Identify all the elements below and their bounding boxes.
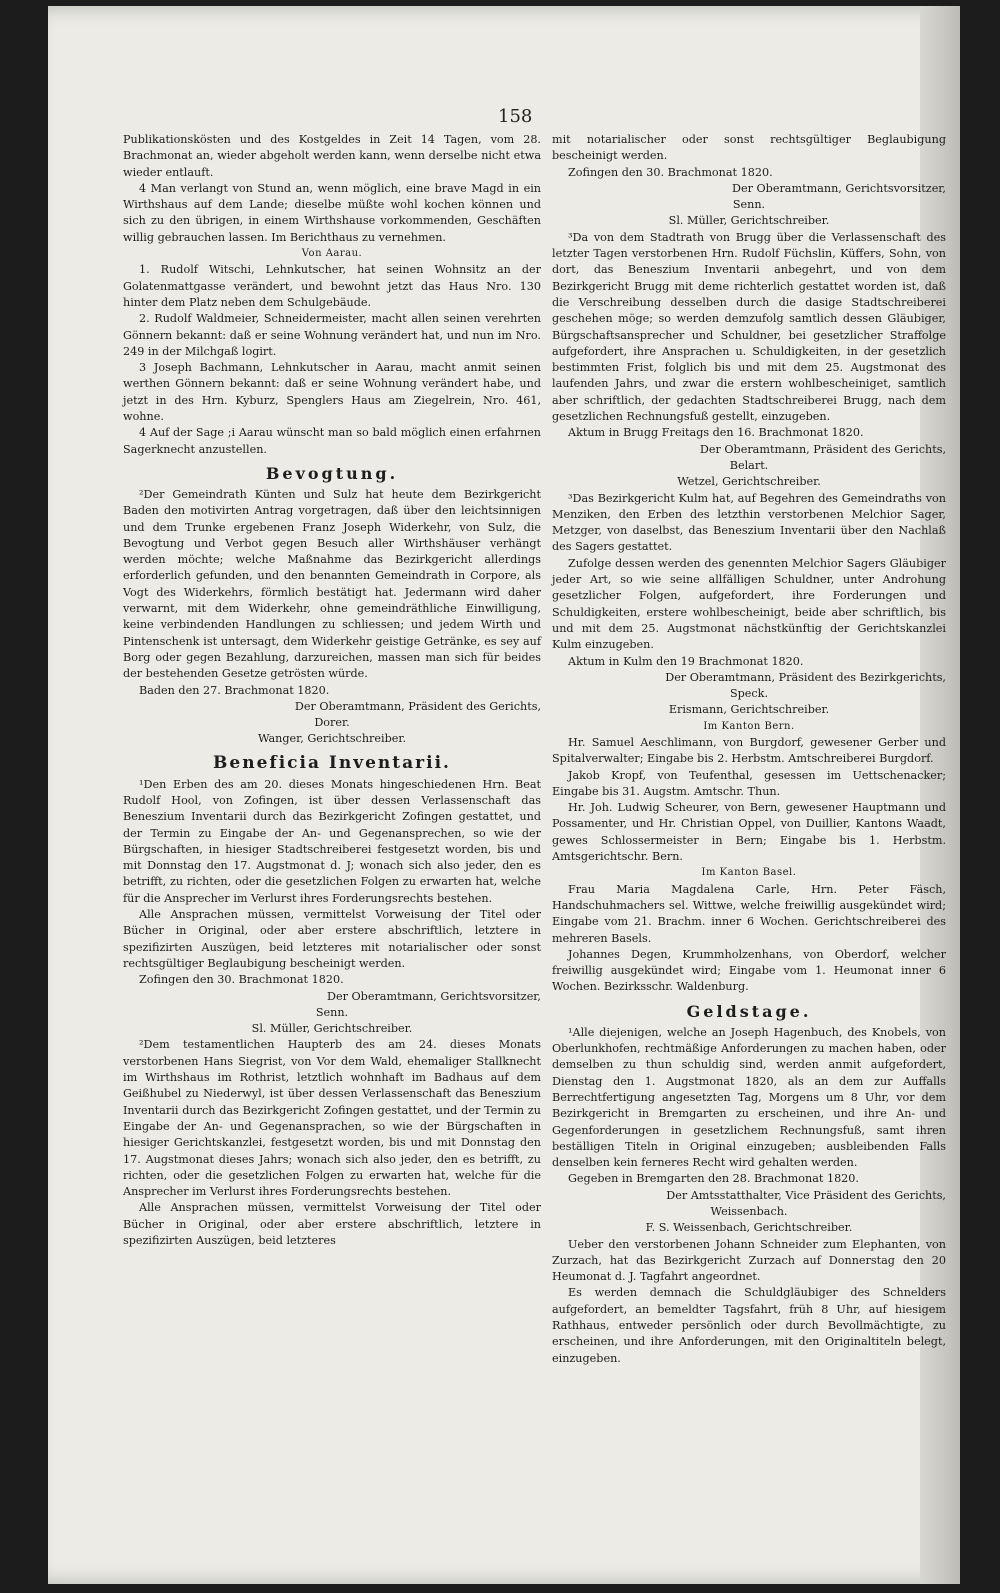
signature-line: Der Oberamtmann, Präsident des Gerichts, xyxy=(699,442,946,456)
paragraph: Zufolge dessen werden des genennten Melchior Sagers Gläubiger jeder Art, so wie seine allfälligen Schuldner, unter Androhung gesetzlicher Folgen, aufgefordert, ihre Forderungen und Schuldigkeiten, erstere wohlbescheinigt, beide aber schriftlich, bis und mit dem 25. Augstmonat nächstkünftig der Gerichtskanzlei Kulm einzugeben. xyxy=(552,556,946,652)
paragraph: ³Da von dem Stadtrath von Brugg über die Verlassenschaft des letzter Tagen verstorbenen Hrn. Rudolf Füchslin, Küffers, Sohn, von dort, das Beneszium Inventarii anbegehrt, und von dem Bezirkgericht Brugg mit deme richterlich gestattet worden ist, daß die Verschreibung desselben durch die dasige Stadtschreiberei geschehen möge; so werden demzufolg samtlich dessen Gläubiger, Bürgschaftsansprecher und Schuldner, bei gesetzlicher Straffolge aufgefordert, ihre Ansprachen u. Schuldigkeiten, in der gesetzlich bestimmten Frist, folglich bis und mit dem 25. Augstmonat des laufenden Jahrs, und zwar die erstern wohlbescheiniget, samtlich aber schriftlich, der gedachten Stadtschreiberei Brugg, nach dem gesetzlichen Rechnungsfuß gestellt, einzugeben. xyxy=(552,230,946,424)
paragraph: Hr. Samuel Aeschlimann, von Burgdorf, gewesener Gerber und Spitalverwalter; Eingabe bis 2. Herbstm. Amtschreiberei Burgdorf. xyxy=(552,735,946,766)
paragraph: ³Das Bezirkgericht Kulm hat, auf Begehren des Gemeindraths von Menziken, den Erben des letzthin verstorbenen Melchior Sager, Metzger, von daselbst, das Beneszium Inventarii über den Nachlaß des Sagers gestattet. xyxy=(552,491,946,554)
paragraph: Alle Ansprachen müssen, vermittelst Vorweisung der Titel oder Bücher in Original, oder aber erstere abschriftlich, letztere in spezifizirten Auszügen, beid letzteres xyxy=(123,1201,541,1247)
signature-name: Senn. xyxy=(315,1005,349,1019)
dateline: Zofingen den 30. Brachmonat 1820. xyxy=(139,973,344,987)
paragraph: 2. Rudolf Waldmeier, Schneidermeister, macht allen seinen verehrten Gönnern bekannt: daß er seine Wohnung verändert hat, und nun im Nro. 249 in der Milchgaß logirt. xyxy=(123,312,541,358)
newspaper-page xyxy=(48,6,960,1584)
section-heading: Von Aarau. xyxy=(301,248,363,260)
left-column xyxy=(123,132,541,1249)
paragraph: 4 Man verlangt von Stund an, wenn möglich, eine brave Magd in ein Wirthshaus auf dem Lande; dieselbe müßte wohl kochen können und sich zu den übrigen, in einem Wirthshause vorkommenden, Geschäften willig gebrauchen lassen. Im Berichthaus zu vernehmen. xyxy=(123,181,541,244)
signature-name: Sl. Müller, Gerichtschreiber. xyxy=(668,214,830,228)
paragraph: Johannes Degen, Krummholzenhans, von Oberdorf, welcher freiwillig ausgekündet wird; Eingabe vom 1. Heumonat inner 6 Wochen. Bezirksschr. Waldenburg. xyxy=(552,947,946,994)
signature-line: Der Oberamtmann, Präsident des Bezirkgerichts, xyxy=(665,670,946,684)
signature-name: Dorer. xyxy=(314,716,350,730)
paragraph: Jakob Kropf, von Teufenthal, gesessen im Uettschenacker; Eingabe bis 31. Augstm. Amtschr. Thun. xyxy=(552,768,946,798)
signature-line: Der Oberamtmann, Gerichtsvorsitzer, xyxy=(732,181,946,195)
signature-line: Der Amtsstatthalter, Vice Präsident des Gerichts, xyxy=(666,1188,946,1202)
paragraph: 3 Joseph Bachmann, Lehnkutscher in Aarau, macht anmit seinen werthen Gönnern bekannt: daß er seine Wohnung verändert habe, und jetzt in des Hrn. Kyburz, Spenglers Haus am Ziegelrein, Nro. 461, wohne. xyxy=(123,361,541,424)
paragraph: Alle Ansprachen müssen, vermittelst Vorweisung der Titel oder Bücher in Original, oder aber erstere abschriftlich, letztere in spezifizirten Auszügen, beid letzteres mit notarialischer oder sonst rechtsgültiger Beglaubigung bescheinigt werden. xyxy=(123,908,541,970)
paragraph: 4 Auf der Sage ;i Aarau wünscht man so bald möglich einen erfahrnen Sagerknecht anzustellen. xyxy=(123,426,541,456)
paragraph: Publikationskösten und des Kostgeldes in Zeit 14 Tagen, vom 28. Brachmonat an, wieder abgeholt werden kann, wenn derselbe nicht etwa wieder entlauft. xyxy=(123,133,541,179)
paragraph: Frau Maria Magdalena Carle, Hrn. Peter Fäsch, Handschuhmachers sel. Wittwe, welche freiwillig ausgekündet wird; Eingabe vom 21. Brachm. inner 6 Wochen. Gerichtschreiberei des mehreren Basels. xyxy=(552,882,946,945)
paragraph: ¹Alle diejenigen, welche an Joseph Hagenbuch, des Knobels, von Oberlunkhofen, rechtmäßige Anforderungen zu machen haben, oder demselben zu thun schuldig sind, werden anmit aufgefordert, Dienstag den 1. Augstmonat 1820, als an dem zur Auffalls Berrechtfertigung angesetzten Tag, Morgens um 8 Uhr, vor dem Bezirkgericht in Bremgarten zu erscheinen, und ihre An- und Gegenforderungen in gesetzlichem Rechnungsfuß, samt ihren beställigen Titeln in Original einzugeben; ausbleibenden Falls denselben kein ferneres Recht wird gehalten werden. xyxy=(552,1025,946,1170)
signature-name: Belart. xyxy=(729,458,769,472)
paragraph: ²Der Gemeindrath Künten und Sulz hat heute dem Bezirkgericht Baden den motivirten Antrag vorgetragen, daß über den leichtsinnigen und dem Trunke ergebenen Franz Joseph Widerkehr, von Sulz, die Bevogtung und Verbot gegen Besuch aller Wirthshäuser verhängt werden möchte; welche Maßnahme das Bezirkgericht allerdings erforderlich gefunden, und den benannten Gemeindrath in Corpore, als Vogt des Widerkehrs, förmlich bestätigt hat. Jedermann wird daher verwarnt, mit dem Widerkehr, ohne gemeindräthliche Einwilligung, keine verbindenden Handlungen zu schliessen; und jedem Wirth und Pintenschenk ist untersagt, dem Widerkehr geistige Getränke, es sey auf Borg oder gegen Bezahlung, darzureichen, massen man sich für beides der bestehenden Gesetze getrösten würde. xyxy=(123,487,541,681)
signature-name: Wetzel, Gerichtschreiber. xyxy=(677,475,821,489)
signature-name: Speck. xyxy=(729,687,769,701)
dateline: Aktum in Brugg Freitags den 16. Brachmonat 1820. xyxy=(568,426,864,440)
page-number: 158 xyxy=(498,106,533,127)
dateline: Gegeben in Bremgarten den 28. Brachmonat 1820. xyxy=(568,1172,859,1186)
dateline: Baden den 27. Brachmonat 1820. xyxy=(139,683,330,697)
paragraph: Hr. Joh. Ludwig Scheurer, von Bern, gewesener Hauptmann und Possamenter, und Hr. Christian Oppel, von Duillier, Kantons Waadt, gewes Schlossermeister in Bern; Eingabe bis 1. Herbstm. Amtsgerichtschr. Bern. xyxy=(552,801,946,864)
section-heading: Im Kanton Basel. xyxy=(701,867,797,879)
signature-name: Erismann, Gerichtschreiber. xyxy=(668,703,830,717)
signature-name: Weissenbach. xyxy=(710,1205,788,1218)
heading-geldstage: Geldstage. xyxy=(686,1001,812,1021)
paragraph: 1. Rudolf Witschi, Lehnkutscher, hat seinen Wohnsitz an der Golatenmattgasse verändert, und bewohnt jetzt das Haus Nro. 130 hinter dem Platz neben dem Schulgebäude. xyxy=(123,263,541,309)
paragraph: Es werden demnach die Schuldgläubiger des Schnelders aufgefordert, an bemeldter Tagsfahrt, früh 8 Uhr, auf hiesigem Rathhaus, entweder persönlich oder durch Bevollmächtigte, zu erscheinen, und ihre Anforderungen, mit den Originaltiteln belegt, einzugeben. xyxy=(552,1286,946,1365)
paragraph: mit notarialischer oder sonst rechtsgültiger Beglaubigung bescheinigt werden. xyxy=(552,133,946,163)
signature-name: Senn. xyxy=(732,198,766,212)
paragraph: Ueber den verstorbenen Johann Schneider zum Elephanten, von Zurzach, hat das Bezirkgericht Zurzach auf Donnerstag den 20 Heumonat d. J. Tagfahrt angeordnet. xyxy=(552,1237,946,1284)
signature-line: Der Oberamtmann, Präsident des Gerichts, xyxy=(294,699,541,713)
heading-bevogtung: Bevogtung. xyxy=(265,463,399,483)
paragraph: ²Dem testamentlichen Haupterb des am 24. dieses Monats verstorbenen Hans Siegrist, von Vor dem Wald, ehemaliger Stallknecht im Wirthshaus im Rothrist, letztlich wohnhaft im Badhaus auf dem Geißhubel zu Niederwyl, ist über dessen Verlassenschaft das Beneszium Inventarii durch das Bezirkgericht Zofingen gestattet, und der Termin zu Eingabe der An- und Gegenansprachen, so wie der Bürgschaften in hiesiger Gerichtskanzlei, festgesetzt worden, bis und mit Donnstag den 17. Augstmonat dieses Jahrs; wonach sich also jeder, den es betrifft, zu richten, oder die gesetzlichen Folgen zu erwarten hat, welche für die Ansprecher im Verlurst ihres Forderungsrechts bestehen. xyxy=(123,1038,541,1199)
heading-beneficia-inventarii: Beneficia Inventarii. xyxy=(213,752,451,773)
signature-name: Wanger, Gerichtschreiber. xyxy=(257,732,407,746)
dateline: Zofingen den 30. Brachmonat 1820. xyxy=(568,165,773,179)
signature-name: Sl. Müller, Gerichtschreiber. xyxy=(251,1022,413,1036)
right-column xyxy=(552,132,946,1367)
signature-line: Der Oberamtmann, Gerichtsvorsitzer, xyxy=(327,989,541,1003)
dateline: Aktum in Kulm den 19 Brachmonat 1820. xyxy=(568,654,804,668)
paragraph: ¹Den Erben des am 20. dieses Monats hingeschiedenen Hrn. Beat Rudolf Hool, von Zofingen, ist über dessen Verlassenschaft das Beneszium Inventarii durch das Bezirkgericht Zofingen gestattet, und der Termin zu Eingabe der An- und Gegenansprechen, so wie der Bürgschaften, in hiesiger Stadtschreiberei festgesetzt worden, bis und mit Donnstag den 17. Augstmonat d. J; wonach sich also jeder, den es betrifft, zu richten, oder die gesetzlichen Folgen zu erwarten hat, welche für die Ansprecher im Verlurst ihres Forderungsrechts bestehen. xyxy=(123,777,541,905)
section-heading: Im Kanton Bern. xyxy=(703,720,795,732)
signature-name: F. S. Weissenbach, Gerichtschreiber. xyxy=(645,1221,853,1235)
